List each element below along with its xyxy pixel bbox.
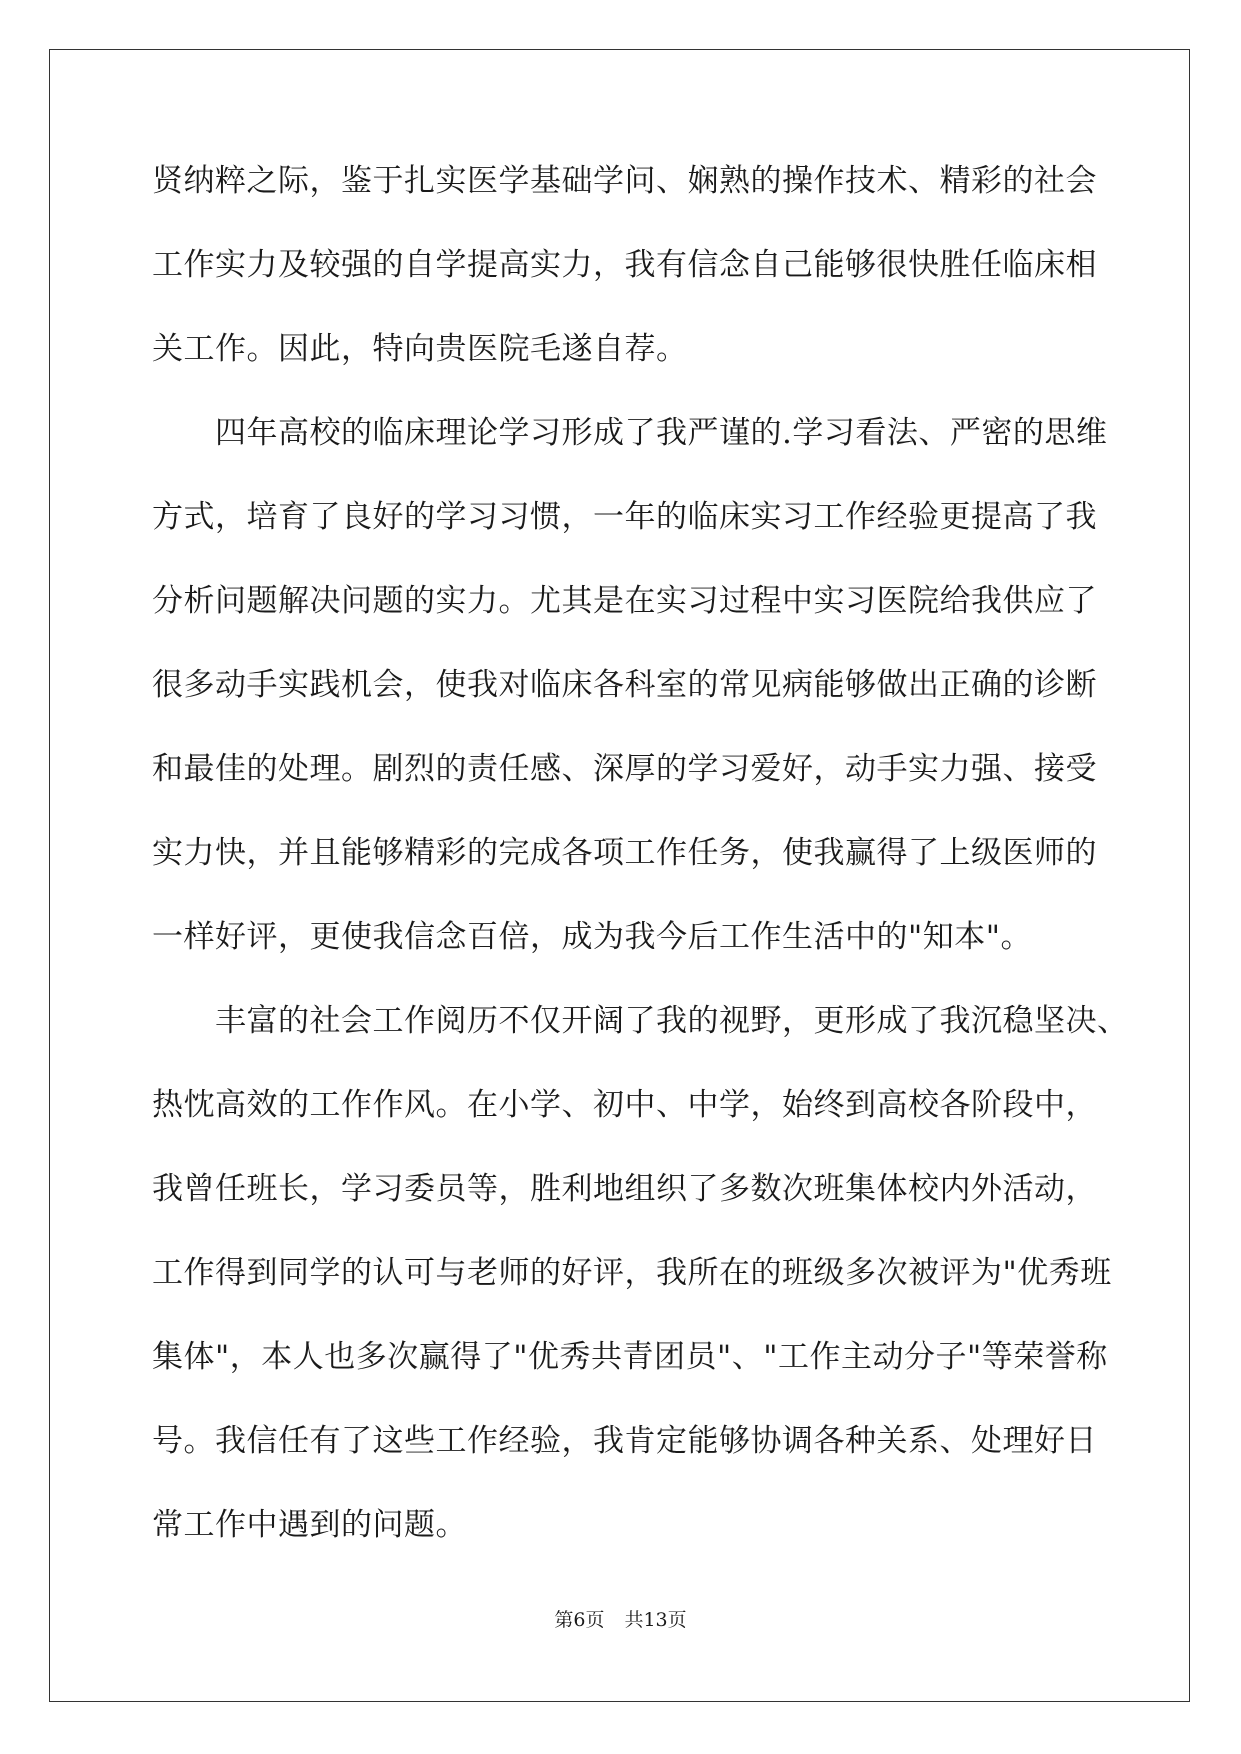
- page-footer: [0, 1605, 1241, 1632]
- text-line: 很多动手实践机会，使我对临床各科室的常见病能够做出正确的诊断: [152, 667, 1097, 703]
- text-line: 工作得到同学的认可与老师的好评，我所在的班级多次被评为"优秀班: [152, 1255, 1112, 1291]
- text-line: 贤纳粹之际，鉴于扎实医学基础学问、娴熟的操作技术、精彩的社会: [152, 163, 1097, 199]
- document-body: [152, 160, 1129, 1588]
- text-line: 和最佳的处理。剧烈的责任感、深厚的学习爱好，动手实力强、接受: [152, 751, 1097, 787]
- text-line: 关工作。因此，特向贵医院毛遂自荐。: [152, 331, 688, 367]
- text-line: 丰富的社会工作阅历不仅开阔了我的视野，更形成了我沉稳坚决、: [152, 1003, 1129, 1039]
- text-line: 实力快，并且能够精彩的完成各项工作任务，使我赢得了上级医师的: [152, 835, 1097, 871]
- text-line: 热忱高效的工作作风。在小学、初中、中学，始终到高校各阶段中，: [152, 1087, 1097, 1123]
- text-line: 分析问题解决问题的实力。尤其是在实习过程中实习医院给我供应了: [152, 583, 1097, 619]
- text-line: 集体"，本人也多次赢得了"优秀共青团员"、"工作主动分子"等荣誉称: [152, 1339, 1108, 1375]
- page-number: 第6页: [554, 1609, 605, 1631]
- text-line: 四年高校的临床理论学习形成了我严谨的.学习看法、严密的思维: [152, 415, 1108, 451]
- text-line: 我曾任班长，学习委员等，胜利地组织了多数次班集体校内外活动，: [152, 1171, 1097, 1207]
- text-line: 方式，培育了良好的学习习惯，一年的临床实习工作经验更提高了我: [152, 499, 1097, 535]
- text-line: 一样好评，更使我信念百倍，成为我今后工作生活中的"知本"。: [152, 919, 1033, 955]
- text-line: 工作实力及较强的自学提高实力，我有信念自己能够很快胜任临床相: [152, 247, 1097, 283]
- page-total: 共13页: [624, 1609, 687, 1631]
- text-line: 号。我信任有了这些工作经验，我肯定能够协调各种关系、处理好日: [152, 1423, 1097, 1459]
- text-line: 常工作中遇到的问题。: [152, 1507, 467, 1543]
